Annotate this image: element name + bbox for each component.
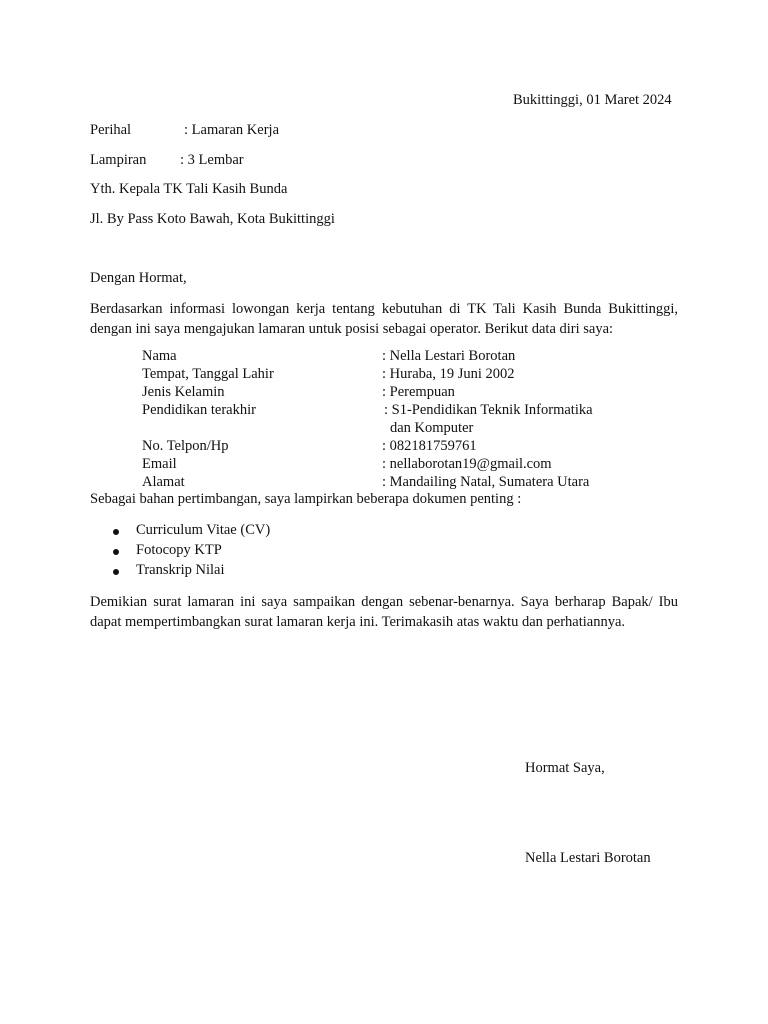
- bio-label-name: Nama: [142, 348, 177, 364]
- bio-value-birth: : Huraba, 19 Juni 2002: [382, 366, 515, 382]
- bio-label-email: Email: [142, 456, 177, 472]
- subject-label: Perihal: [90, 122, 132, 138]
- closing-line-1: Demikian surat lamaran ini saya sampaikan dengan sebenar-benarnya. Saya berharap Bapak/ Ibu: [90, 594, 678, 610]
- bio-value-education: : S1-Pendidikan Teknik Informatika: [384, 402, 593, 418]
- salutation: Dengan Hormat,: [90, 270, 187, 286]
- attachment-value: : 3 Lembar: [180, 152, 244, 168]
- bio-label-education: Pendidikan terakhir: [142, 402, 256, 418]
- signatory-name: Nella Lestari Borotan: [525, 850, 651, 866]
- bio-value-email: : nellaborotan19@gmail.com: [382, 456, 552, 472]
- intro-paragraph: [90, 299, 678, 339]
- bio-label-gender: Jenis Kelamin: [142, 384, 225, 400]
- bullet-icon: [113, 549, 119, 555]
- list-item: Transkrip Nilai: [136, 562, 225, 578]
- recipient: Yth. Kepala TK Tali Kasih Bunda: [90, 181, 288, 197]
- closing-line-2: dapat mempertimbangkan surat lamaran kerja ini. Terimakasih atas waktu dan perhatiannya.: [90, 614, 626, 630]
- regards: Hormat Saya,: [525, 760, 605, 776]
- attachments-intro: Sebagai bahan pertimbangan, saya lampirkan beberapa dokumen penting :: [90, 491, 522, 507]
- recipient-address: Jl. By Pass Koto Bawah, Kota Bukittinggi: [90, 211, 335, 227]
- list-item: Curriculum Vitae (CV): [136, 522, 271, 538]
- subject-value: : Lamaran Kerja: [184, 122, 280, 138]
- bullet-icon: [113, 529, 119, 535]
- intro-line-2: dengan ini saya mengajukan lamaran untuk posisi sebagai operator. Berikut data diri saya:: [90, 321, 614, 337]
- bio-value-gender: : Perempuan: [382, 384, 455, 400]
- closing-paragraph: [90, 592, 678, 632]
- list-item: Fotocopy KTP: [136, 542, 222, 558]
- bio-value-address: : Mandailing Natal, Sumatera Utara: [382, 474, 590, 490]
- bullet-icon: [113, 569, 119, 575]
- bio-value-education-cont: dan Komputer: [390, 420, 474, 436]
- place-date: Bukittinggi, 01 Maret 2024: [513, 92, 672, 108]
- bio-label-birth: Tempat, Tanggal Lahir: [142, 366, 274, 382]
- bio-label-address: Alamat: [142, 474, 185, 490]
- bio-value-phone: : 082181759761: [382, 438, 477, 454]
- attachment-label: Lampiran: [90, 152, 147, 168]
- bio-label-phone: No. Telpon/Hp: [142, 438, 229, 454]
- intro-line-1: Berdasarkan informasi lowongan kerja tentang kebutuhan di TK Tali Kasih Bunda Bukittinggi,: [90, 301, 678, 317]
- bio-value-name: : Nella Lestari Borotan: [382, 348, 516, 364]
